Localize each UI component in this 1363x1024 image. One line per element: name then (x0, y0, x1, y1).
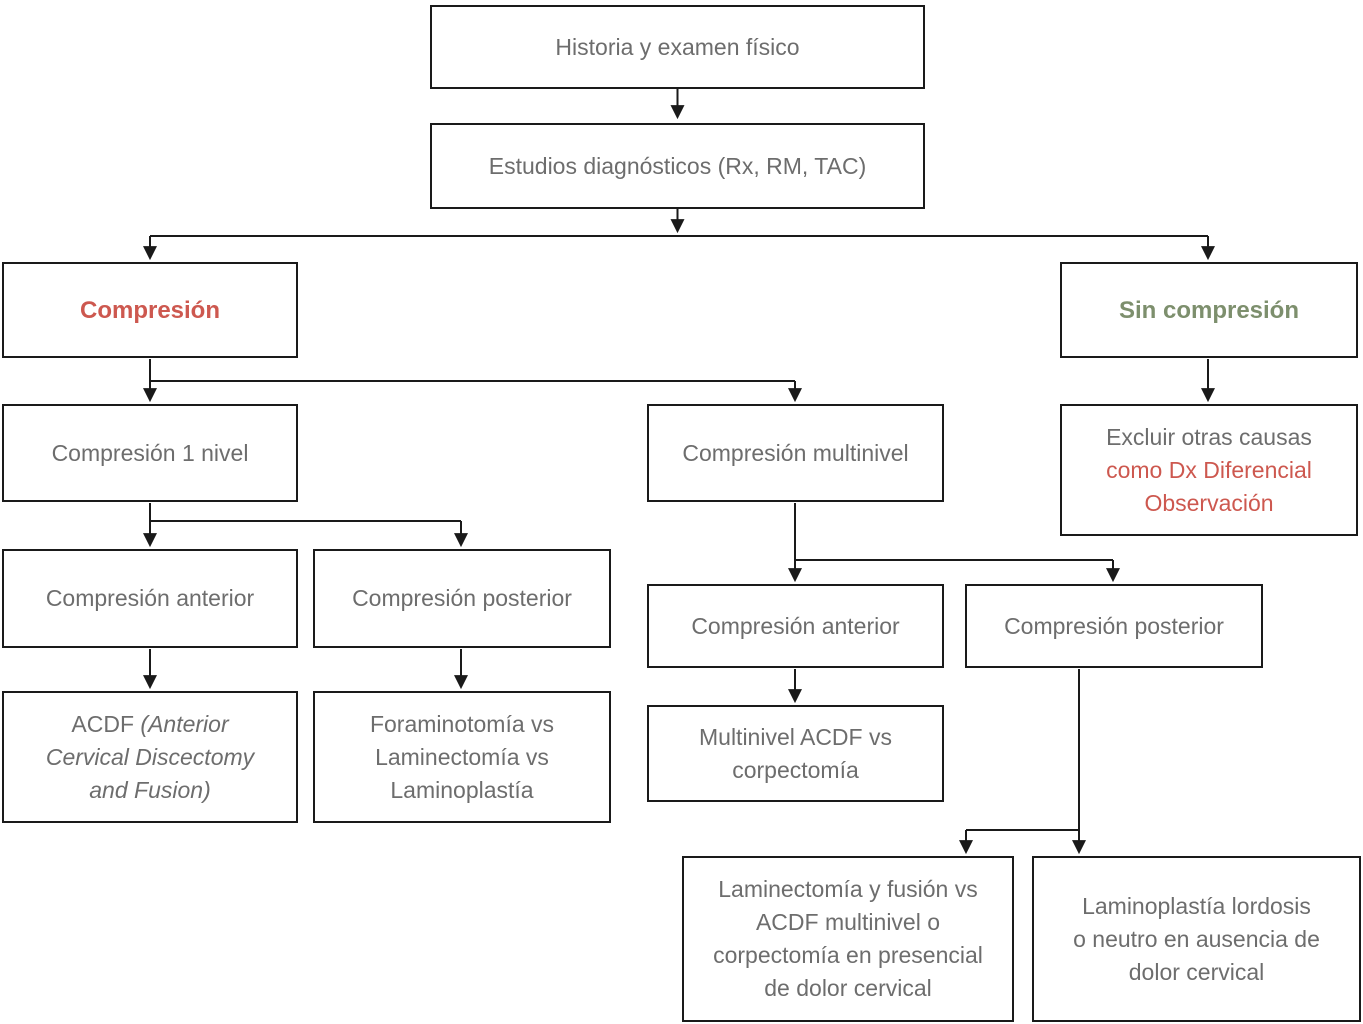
node-laminectomia-line2: ACDF multinivel o (755, 909, 941, 935)
node-laminectomia-line4: de dolor cervical (764, 975, 932, 1001)
node-laminoplastia-line3: dolor cervical (1128, 958, 1265, 985)
node-compresion-anterior-multinivel-label: Compresión anterior (691, 612, 900, 639)
node-sin-compresion (1060, 262, 1358, 358)
node-compresion-posterior-1nivel (313, 549, 611, 648)
node-acdf-line1 (71, 708, 228, 741)
node-compresion-multinivel-label: Compresión multinivel (682, 439, 909, 466)
node-laminoplastia-line1: Laminoplastía lordosis (1082, 892, 1311, 919)
node-multinivel-acdf-line1: Multinivel ACDF vs (699, 723, 892, 750)
node-acdf-expansion-1: (Anterior (140, 710, 229, 737)
node-foraminotomia-line3: Laminoplastía (390, 776, 534, 803)
node-laminoplastia-lordosis (1032, 856, 1361, 1022)
node-compresion-anterior-1nivel-label: Compresión anterior (45, 585, 255, 611)
node-sin-compresion-label: Sin compresión (1118, 296, 1300, 324)
node-multinivel-acdf-line2: corpectomía (732, 756, 859, 783)
node-acdf (2, 691, 298, 823)
node-compresion-posterior-1nivel-label: Compresión posterior (352, 585, 572, 611)
node-compresion-label: Compresión (79, 296, 220, 324)
node-compresion-posterior-multinivel-label: Compresión posterior (1004, 612, 1224, 639)
node-excluir-line1: Excluir otras causas (1106, 423, 1312, 450)
node-compresion-1-nivel-label: Compresión 1 nivel (51, 439, 249, 466)
node-estudios-diagnosticos (430, 123, 925, 209)
node-laminectomia-line1: Laminectomía y fusión vs (718, 876, 978, 902)
node-compresion (2, 262, 298, 358)
node-historia-label: Historia y examen físico (555, 33, 800, 60)
node-compresion-anterior-multinivel (647, 584, 944, 668)
node-acdf-expansion-2: Cervical Discectomy (45, 743, 255, 770)
node-acdf-expansion-3: and Fusion) (89, 776, 211, 803)
node-compresion-1-nivel (2, 404, 298, 502)
node-historia-examen (430, 5, 925, 89)
node-excluir-line2: como Dx Diferencial (1106, 456, 1312, 483)
node-laminectomia-line3: corpectomía en presencial (713, 942, 983, 968)
node-excluir-otras-causas (1060, 404, 1358, 536)
node-multinivel-acdf-corpectomia (647, 705, 944, 802)
node-excluir-line3: Observación (1144, 489, 1274, 516)
node-estudios-label: Estudios diagnósticos (Rx, RM, TAC) (488, 152, 867, 179)
node-foraminotomia-line2: Laminectomía vs (375, 743, 549, 770)
node-laminoplastia-line2: o neutro en ausencia de (1073, 925, 1320, 952)
node-foraminotomia-line1: Foraminotomía vs (369, 710, 555, 737)
node-compresion-posterior-multinivel (965, 584, 1263, 668)
node-laminectomia-fusion (682, 856, 1014, 1022)
node-compresion-multinivel (647, 404, 944, 502)
node-acdf-abbrev: ACDF (71, 710, 135, 737)
node-compresion-anterior-1nivel (2, 549, 298, 648)
node-foraminotomia-vs-laminectomia (313, 691, 611, 823)
